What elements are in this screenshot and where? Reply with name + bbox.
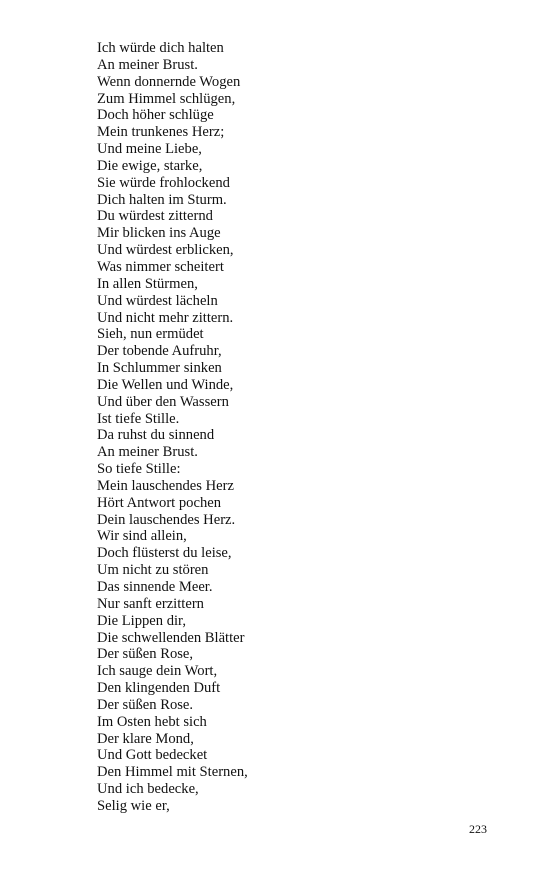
poem-line: Mir blicken ins Auge: [97, 225, 221, 242]
poem-line: Die ewige, starke,: [97, 157, 203, 174]
poem-line: Sieh, nun ermüdet: [97, 326, 204, 343]
poem-line: In allen Stürmen,: [97, 275, 198, 292]
poem-line: In Schlummer sinken: [97, 360, 222, 377]
poem-line: Und ich bedecke,: [97, 781, 199, 798]
poem-line: Und über den Wassern: [97, 393, 229, 410]
poem-line: An meiner Brust.: [97, 56, 198, 73]
poem-line: Und würdest lächeln: [97, 292, 218, 309]
poem-line: Den klingenden Duft: [97, 680, 221, 697]
poem-line: Mein trunkenes Herz;: [97, 124, 225, 141]
poem-line: Ich sauge dein Wort,: [97, 663, 218, 680]
poem-line: Der tobende Aufruhr,: [97, 343, 222, 360]
poem-line: Der klare Mond,: [97, 730, 194, 747]
poem-line: Doch flüsterst du leise,: [97, 545, 232, 562]
poem-line: So tiefe Stille:: [97, 461, 181, 478]
poem-line: Wenn donnernde Wogen: [97, 73, 241, 90]
poem-line: Und nicht mehr zittern.: [97, 309, 234, 326]
poem-line: Die Lippen dir,: [97, 612, 186, 629]
poem-line: Der süßen Rose.: [97, 696, 194, 713]
poem-line: Selig wie er,: [97, 797, 170, 814]
poem-line: Sie würde frohlockend: [97, 174, 230, 191]
poem-line: Und meine Liebe,: [97, 141, 202, 158]
poem-line: Was nimmer scheitert: [97, 258, 224, 275]
poem-line: Um nicht zu stören: [97, 562, 209, 579]
poem-line: Du würdest zitternd: [97, 208, 213, 225]
poem-line: Den Himmel mit Sternen,: [97, 764, 248, 781]
poem-line: Der süßen Rose,: [97, 646, 194, 663]
poem-line: Hört Antwort pochen: [97, 494, 222, 511]
poem-line: Und würdest erblicken,: [97, 242, 234, 259]
poem-line: Und Gott bedecket: [97, 747, 208, 764]
poem-line: Dich halten im Sturm.: [97, 191, 227, 208]
poem-line: Doch höher schlüge: [97, 107, 214, 124]
poem-line: An meiner Brust.: [97, 444, 198, 461]
poem-line: Ich würde dich halten: [97, 40, 224, 56]
poem-line: Die Wellen und Winde,: [97, 376, 234, 393]
poem-line: Die schwellenden Blätter: [97, 629, 245, 646]
poem-line: Das sinnende Meer.: [97, 579, 213, 595]
poem-line: Mein lauschendes Herz: [97, 477, 234, 494]
poem-line: Dein lauschendes Herz.: [97, 511, 236, 528]
poem-line: Im Osten hebt sich: [97, 713, 207, 730]
poem-line: Da ruhst du sinnend: [97, 427, 215, 444]
poem-line: Ist tiefe Stille.: [97, 410, 180, 427]
page-number: 223: [469, 822, 487, 836]
poem-line: Wir sind allein,: [97, 528, 187, 545]
poem-line: Zum Himmel schlügen,: [97, 90, 236, 107]
poem-line: Nur sanft erzittern: [97, 595, 204, 612]
poem-text: [97, 40, 248, 815]
